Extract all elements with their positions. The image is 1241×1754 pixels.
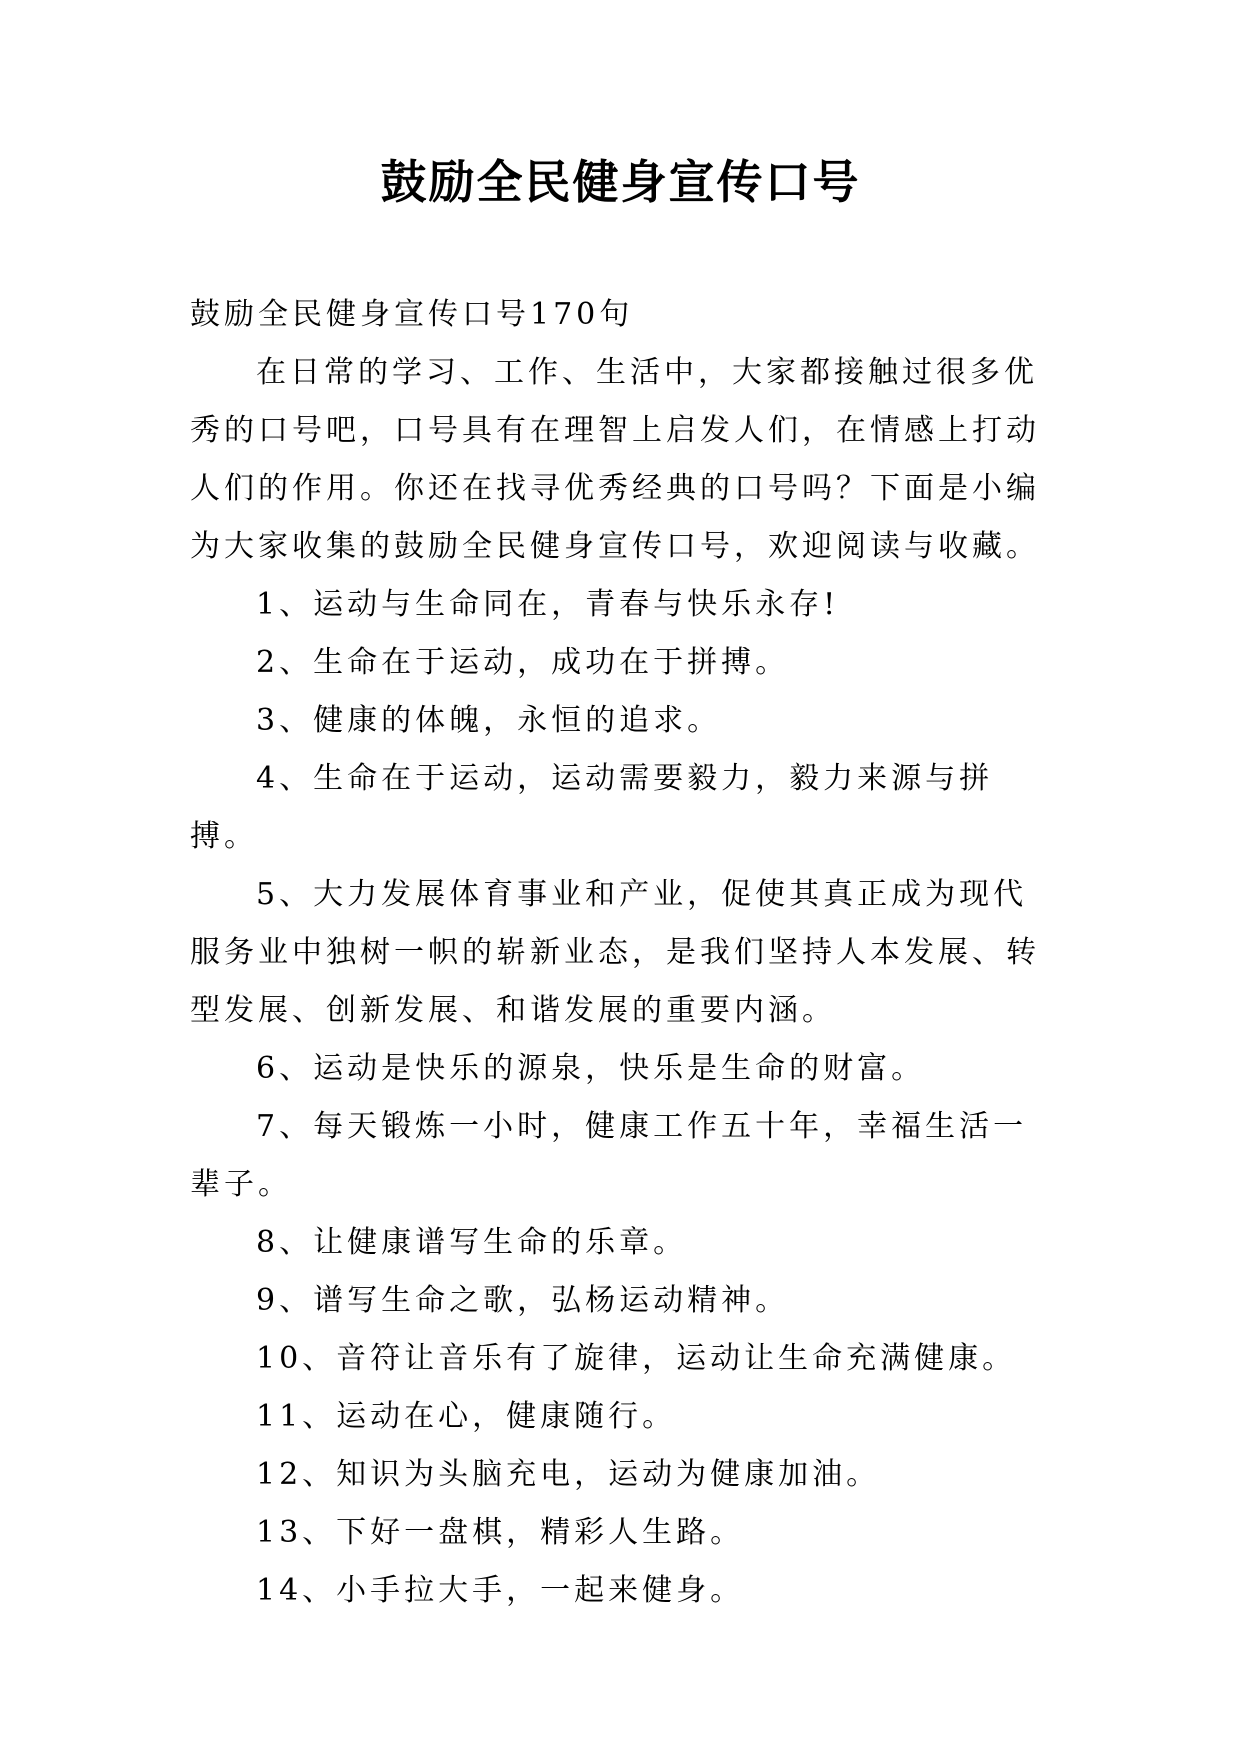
slogan-item: 4、生命在于运动，运动需要毅力，毅力来源与拼搏。	[190, 761, 994, 854]
document-body	[190, 286, 1050, 1620]
slogan-item: 11、运动在心，健康随行。	[256, 1399, 677, 1434]
slogan-item: 14、小手拉大手，一起来健身。	[256, 1573, 745, 1608]
slogan-item: 3、健康的体魄，永恒的追求。	[256, 703, 722, 738]
intro-paragraph: 在日常的学习、工作、生活中，大家都接触过很多优秀的口号吧，口号具有在理智上启发人们，在情感上打动人们的作用。你还在找寻优秀经典的口号吗？下面是小编为大家收集的鼓励全民健身宣传口号，欢迎阅读与收藏。	[190, 355, 1040, 564]
slogan-item: 5、大力发展体育事业和产业，促使其真正成为现代服务业中独树一帜的崭新业态，是我们坚持人本发展、转型发展、创新发展、和谐发展的重要内涵。	[190, 877, 1040, 1028]
document-subtitle: 鼓励全民健身宣传口号170句	[190, 297, 634, 332]
slogan-item: 1、运动与生命同在，青春与快乐永存!	[256, 587, 840, 622]
slogan-item: 13、下好一盘棋，精彩人生路。	[256, 1515, 745, 1550]
slogan-item: 6、运动是快乐的源泉，快乐是生命的财富。	[256, 1051, 926, 1086]
slogan-item: 10、音符让音乐有了旋律，运动让生命充满健康。	[256, 1341, 1017, 1376]
slogan-item: 2、生命在于运动，成功在于拼搏。	[256, 645, 790, 680]
slogan-item: 9、谱写生命之歌，弘杨运动精神。	[256, 1283, 790, 1318]
slogan-item: 7、每天锻炼一小时，健康工作五十年，幸福生活一辈子。	[190, 1109, 1028, 1202]
slogan-item: 12、知识为头脑充电，运动为健康加油。	[256, 1457, 881, 1492]
document-title: 鼓励全民健身宣传口号	[380, 155, 861, 209]
slogan-item: 8、让健康谱写生命的乐章。	[256, 1225, 688, 1260]
